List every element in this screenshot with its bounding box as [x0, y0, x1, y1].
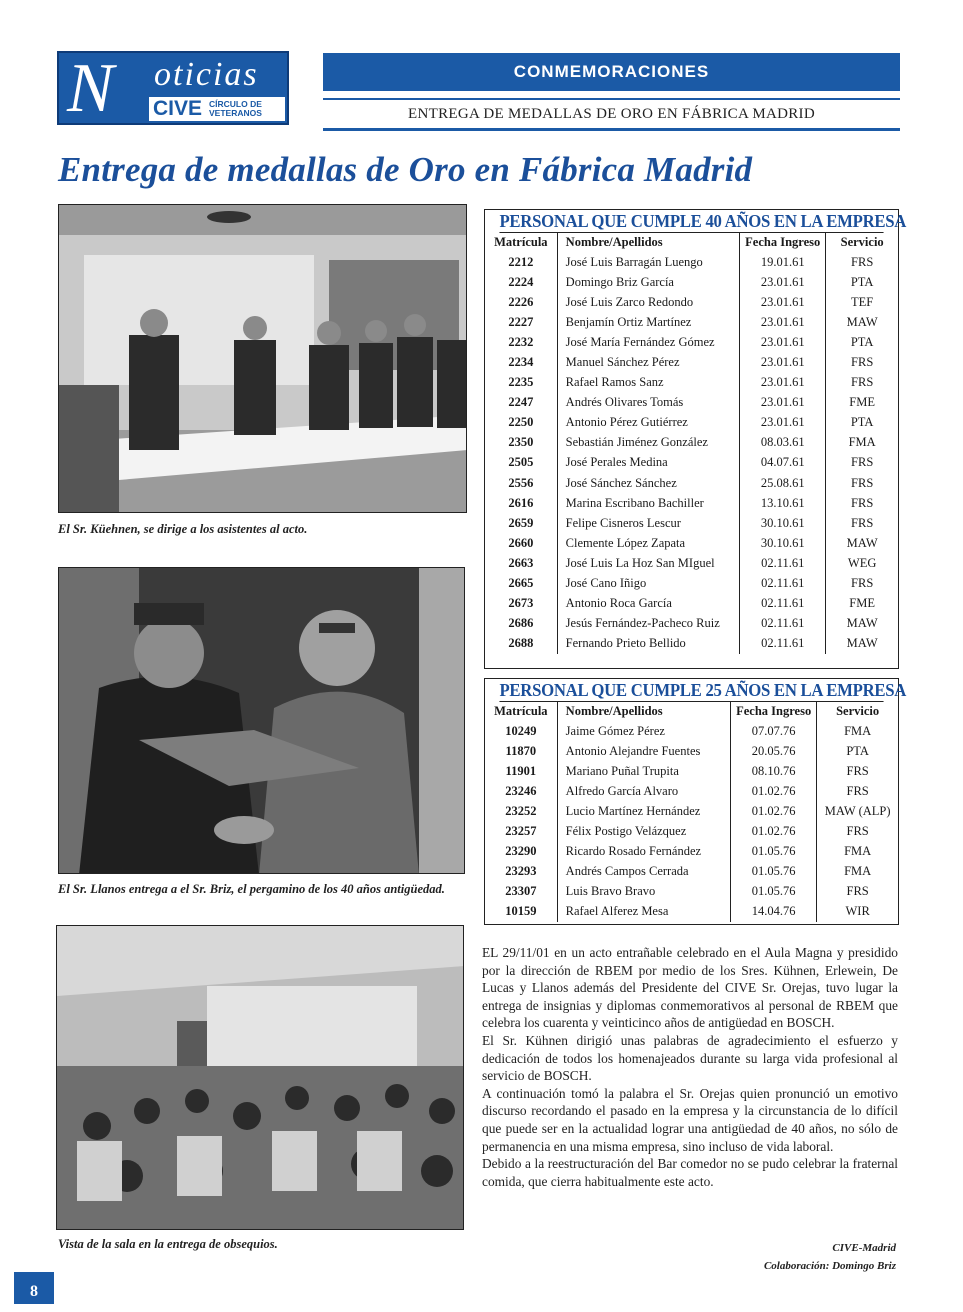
table-row [485, 533, 898, 553]
cell-servicio: FRS [826, 352, 898, 372]
logo-subtitle [209, 100, 262, 118]
cell-matricula: 23257 [505, 824, 537, 839]
table-row [485, 842, 898, 862]
col-header-servicio: Servicio [826, 233, 898, 252]
cell-matricula: 2212 [508, 254, 534, 269]
cell-matricula: 10249 [505, 723, 537, 738]
cell-matricula: 2616 [508, 495, 534, 510]
table-row [485, 332, 898, 352]
cell-nombre: Domingo Briz García [557, 272, 739, 292]
cell-nombre: José Luis Zarco Redondo [557, 292, 739, 312]
cell-fecha: 13.10.61 [740, 493, 826, 513]
article-title: Entrega de medallas de Oro en Fábrica Madrid [58, 150, 753, 189]
cell-fecha: 23.01.61 [740, 272, 826, 292]
cell-fecha: 14.04.76 [731, 902, 817, 922]
cell-servicio: PTA [826, 413, 898, 433]
cell-fecha: 01.02.76 [731, 801, 817, 821]
cell-servicio: FRS [826, 513, 898, 533]
cell-nombre: Andrés Campos Cerrada [557, 862, 730, 882]
table-row [485, 634, 898, 654]
cell-fecha: 20.05.76 [731, 741, 817, 761]
section-banner [323, 53, 900, 91]
photo-speech-illustration [59, 205, 467, 513]
cell-servicio: PTA [826, 272, 898, 292]
cell-matricula: 2350 [508, 435, 534, 450]
cell-matricula: 2505 [508, 455, 534, 470]
body-paragraph: A continuación tomó la palabra el Sr. Orejas quien pronunció un emotivo discurso recordando el pasado en la empresa y la circunstancia de lo difícil que puede ser en la actualidad lograr una antigüedad de 40 años, no sólo de permanencia en una misma empresa, sino incluso de vida laboral. [482, 1085, 898, 1154]
cell-servicio: PTA [826, 332, 898, 352]
photo-audience [56, 925, 464, 1230]
caption-photo-audience: Vista de la sala en la entrega de obsequios. [58, 1237, 278, 1251]
cell-fecha: 01.05.76 [731, 882, 817, 902]
cell-servicio: FMA [817, 721, 898, 741]
logo-word: oticias [154, 56, 259, 93]
section-label: CONMEMORACIONES [513, 62, 710, 81]
table-row [485, 433, 898, 453]
table-row [485, 821, 898, 841]
table-row [485, 292, 898, 312]
cell-servicio: MAW (ALP) [817, 801, 898, 821]
photo-audience-illustration [57, 926, 464, 1230]
cell-nombre: Mariano Puñal Trupita [557, 761, 730, 781]
table-row [485, 312, 898, 332]
cell-fecha: 23.01.61 [740, 352, 826, 372]
cell-nombre: Antonio Alejandre Fuentes [557, 741, 730, 761]
cell-fecha: 01.02.76 [731, 781, 817, 801]
cell-matricula: 2686 [508, 616, 534, 631]
body-paragraph: El Sr. Kühnen dirigió unas palabras de agradecimiento el esfuerzo y dedicación de todos los homenajeados durante su larga vida profesional al servicio de BOSCH. [482, 1032, 898, 1084]
col-header-matricula: Matrícula [494, 235, 548, 249]
cell-servicio: MAW [826, 533, 898, 553]
cell-servicio: WIR [817, 902, 898, 922]
table-40-years [484, 209, 907, 669]
table-25-header-row [485, 702, 898, 721]
cell-fecha: 02.11.61 [740, 594, 826, 614]
table-row [485, 761, 898, 781]
cell-nombre: Rafael Ramos Sanz [557, 373, 739, 393]
cell-matricula: 2250 [508, 415, 534, 430]
cell-servicio: FMA [817, 862, 898, 882]
table-row [485, 801, 898, 821]
caption-photo-speech: El Sr. Küehnen, se dirige a los asistentes al acto. [58, 522, 308, 536]
col-header-fecha: Fecha Ingreso [740, 233, 826, 252]
body-paragraph: Debido a la reestructuración del Bar comedor no se pudo celebrar la fraternal comida, que cierra habitualmente este acto. [482, 1156, 898, 1189]
cell-servicio: PTA [817, 741, 898, 761]
cell-nombre: Manuel Sánchez Pérez [557, 352, 739, 372]
cell-servicio: FRS [817, 781, 898, 801]
logo-subtitle-line2: VETERANOS [209, 108, 262, 118]
cell-matricula: 2663 [508, 555, 534, 570]
table-row [485, 553, 898, 573]
cell-matricula: 2235 [508, 375, 534, 390]
cell-fecha: 23.01.61 [740, 373, 826, 393]
noticias-cive-logo [57, 51, 289, 125]
cell-fecha: 01.02.76 [731, 821, 817, 841]
cell-fecha: 08.10.76 [731, 761, 817, 781]
cell-matricula: 2226 [508, 294, 534, 309]
cell-fecha: 23.01.61 [740, 413, 826, 433]
logo-brand: CIVE [153, 97, 203, 120]
cell-nombre: Fernando Prieto Bellido [557, 634, 739, 654]
cell-fecha: 08.03.61 [740, 433, 826, 453]
cell-nombre: Jesús Fernández-Pacheco Ruiz [557, 614, 739, 634]
cell-matricula: 2688 [508, 636, 534, 651]
cell-nombre: José Luis Barragán Luengo [557, 252, 739, 272]
col-header-matricula: Matrícula [494, 704, 548, 718]
cell-servicio: FRS [817, 882, 898, 902]
cell-servicio: FRS [826, 453, 898, 473]
table-row [485, 272, 898, 292]
cell-fecha: 23.01.61 [740, 393, 826, 413]
cell-matricula: 23290 [505, 844, 537, 859]
header-rule-top [323, 98, 900, 100]
photo-handover [58, 567, 465, 874]
cell-servicio: FRS [826, 574, 898, 594]
cell-nombre: José Cano Iñigo [557, 574, 739, 594]
table-row [485, 594, 898, 614]
table-row [485, 513, 898, 533]
cell-matricula: 2224 [508, 274, 534, 289]
col-header-servicio: Servicio [817, 702, 898, 721]
cell-matricula: 2247 [508, 395, 534, 410]
cell-servicio: FRS [817, 761, 898, 781]
col-header-nombre: Nombre/Apellidos [557, 702, 730, 721]
cell-nombre: Ricardo Rosado Fernández [557, 842, 730, 862]
table-row [485, 721, 898, 741]
cell-fecha: 23.01.61 [740, 292, 826, 312]
cell-servicio: FRS [826, 252, 898, 272]
cell-fecha: 01.05.76 [731, 862, 817, 882]
photo-speech [58, 204, 467, 513]
logo-brand-box [149, 97, 285, 121]
cell-fecha: 02.11.61 [740, 553, 826, 573]
logo-subtitle-line1: CÍRCULO DE [209, 99, 262, 109]
table-25-title: PERSONAL QUE CUMPLE 25 AÑOS EN LA EMPRESA [499, 680, 907, 700]
table-row [485, 393, 898, 413]
table-row [485, 352, 898, 372]
cell-servicio: FRS [817, 821, 898, 841]
cell-nombre: José Perales Medina [557, 453, 739, 473]
logo-letter: N [67, 50, 114, 127]
table-40-header-row [485, 233, 898, 252]
cell-matricula: 23307 [505, 884, 537, 899]
cell-matricula: 2665 [508, 576, 534, 591]
cell-nombre: Andrés Olivares Tomás [557, 393, 739, 413]
photo-handover-illustration [59, 568, 465, 874]
cell-servicio: FME [826, 594, 898, 614]
table-row [485, 862, 898, 882]
cell-matricula: 2556 [508, 475, 534, 490]
table-row [485, 574, 898, 594]
table-40-body [485, 252, 898, 654]
cell-servicio: FMA [817, 842, 898, 862]
table-25-years [484, 678, 907, 925]
cell-nombre: Felipe Cisneros Lescur [557, 513, 739, 533]
page-number: 8 [14, 1272, 54, 1304]
col-header-nombre: Nombre/Apellidos [557, 233, 739, 252]
table-row [485, 614, 898, 634]
cell-servicio: FME [826, 393, 898, 413]
cell-matricula: 2232 [508, 334, 534, 349]
cell-matricula: 2659 [508, 515, 534, 530]
cell-matricula: 23246 [505, 783, 537, 798]
cell-matricula: 10159 [505, 904, 537, 919]
table-40-title: PERSONAL QUE CUMPLE 40 AÑOS EN LA EMPRESA [499, 211, 907, 231]
table-row [485, 882, 898, 902]
cell-nombre: Benjamín Ortiz Martínez [557, 312, 739, 332]
table-25-grid [485, 702, 898, 922]
signature-collaboration: Colaboración: Domingo Briz [763, 1260, 896, 1272]
section-subhead: ENTREGA DE MEDALLAS DE ORO EN FÁBRICA MADRID [408, 106, 815, 122]
cell-servicio: WEG [826, 553, 898, 573]
cell-fecha: 02.11.61 [740, 634, 826, 654]
cell-matricula: 11870 [505, 743, 537, 758]
table-row [485, 741, 898, 761]
table-row [485, 373, 898, 393]
cell-matricula: 2227 [508, 314, 534, 329]
cell-fecha: 07.07.76 [731, 721, 817, 741]
cell-fecha: 02.11.61 [740, 574, 826, 594]
table-row [485, 781, 898, 801]
table-row [485, 453, 898, 473]
caption-photo-handover: El Sr. Llanos entrega a el Sr. Briz, el pergamino de los 40 años antigüedad. [58, 882, 445, 896]
cell-fecha: 25.08.61 [740, 473, 826, 493]
cell-servicio: FMA [826, 433, 898, 453]
table-row [485, 493, 898, 513]
cell-fecha: 30.10.61 [740, 533, 826, 553]
cell-matricula: 2673 [508, 596, 534, 611]
cell-fecha: 30.10.61 [740, 513, 826, 533]
cell-fecha: 19.01.61 [740, 252, 826, 272]
cell-nombre: Rafael Alferez Mesa [557, 902, 730, 922]
cell-matricula: 11901 [505, 763, 537, 778]
cell-servicio: MAW [826, 614, 898, 634]
cell-nombre: Félix Postigo Velázquez [557, 821, 730, 841]
col-header-fecha: Fecha Ingreso [731, 702, 817, 721]
cell-servicio: TEF [826, 292, 898, 312]
cell-servicio: MAW [826, 634, 898, 654]
cell-nombre: Jaime Gómez Pérez [557, 721, 730, 741]
cell-nombre: José Sánchez Sánchez [557, 473, 739, 493]
table-25-body [485, 721, 898, 922]
cell-servicio: MAW [826, 312, 898, 332]
cell-matricula: 23252 [505, 803, 537, 818]
table-row [485, 413, 898, 433]
cell-fecha: 23.01.61 [740, 312, 826, 332]
header-rule-bottom [323, 128, 900, 131]
cell-servicio: FRS [826, 473, 898, 493]
cell-fecha: 01.05.76 [731, 842, 817, 862]
cell-nombre: Clemente López Zapata [557, 533, 739, 553]
cell-nombre: Antonio Roca García [557, 594, 739, 614]
article-body [482, 944, 898, 1190]
table-row [485, 902, 898, 922]
cell-nombre: Sebastián Jiménez González [557, 433, 739, 453]
cell-nombre: José Luis La Hoz San MIguel [557, 553, 739, 573]
cell-nombre: Lucio Martínez Hernández [557, 801, 730, 821]
cell-matricula: 23293 [505, 864, 537, 879]
table-40-grid [485, 233, 898, 654]
body-paragraph: EL 29/11/01 en un acto entrañable celebrado en el Aula Magna y presidido por la dirección de RBEM por medio de los Sres. Kühnen, Erlewein, De Lucas y Llanos además del Presidente del CIVE Sr. Orejas, tuvo lugar la entrega de insignias y diplomas conmemorativos al personal de RBEM que celebra los cuarenta y veinticinco años de antigüedad en BOSCH. [482, 945, 898, 1031]
cell-nombre: Luis Bravo Bravo [557, 882, 730, 902]
cell-nombre: José María Fernández Gómez [557, 332, 739, 352]
cell-fecha: 02.11.61 [740, 614, 826, 634]
cell-servicio: FRS [826, 373, 898, 393]
cell-fecha: 04.07.61 [740, 453, 826, 473]
cell-nombre: Antonio Pérez Gutiérrez [557, 413, 739, 433]
cell-nombre: Alfredo García Alvaro [557, 781, 730, 801]
signature-organization: CIVE-Madrid [832, 1242, 896, 1254]
cell-fecha: 23.01.61 [740, 332, 826, 352]
table-row [485, 473, 898, 493]
cell-matricula: 2660 [508, 535, 534, 550]
cell-servicio: FRS [826, 493, 898, 513]
cell-matricula: 2234 [508, 355, 534, 370]
table-row [485, 252, 898, 272]
cell-nombre: Marina Escribano Bachiller [557, 493, 739, 513]
